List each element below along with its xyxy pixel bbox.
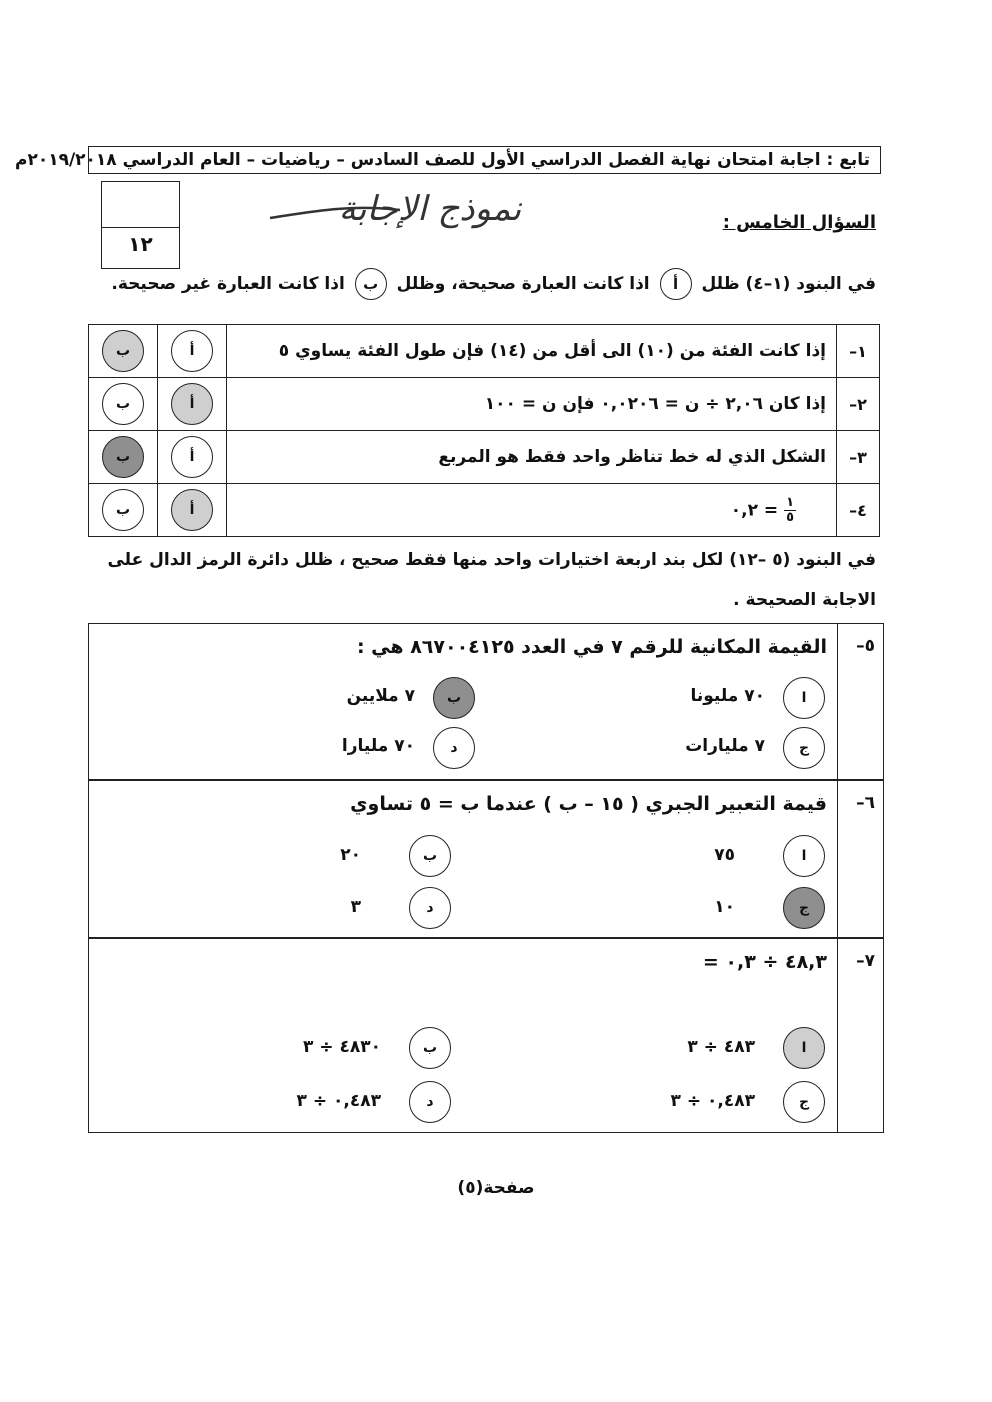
tf-option-a[interactable]: أ	[171, 330, 213, 372]
tf-option-a-cell	[158, 484, 227, 537]
mcq-stem: القيمة المكانية للرقم ٧ في العدد ٨٦٧٠٠٤١٢٥ هي :	[356, 636, 827, 658]
mcq-number-column	[837, 939, 883, 1132]
tf-number: –١	[837, 325, 880, 378]
tf-option-a-cell	[158, 378, 227, 431]
tf-statement-text: = ٠,٢	[730, 500, 779, 520]
tf-row	[89, 378, 880, 431]
fraction-denominator: ٥	[786, 509, 794, 525]
tf-statement: إذا كان ٢,٠٦ ÷ ن = ٠,٠٢٠٦ فإن ن = ١٠٠	[227, 378, 837, 431]
mcq-option-d[interactable]: د	[409, 1081, 451, 1123]
instruction-circle-b: ب	[355, 268, 387, 300]
mcq-stem: ٤٨,٣ ÷ ٠,٣ =	[702, 951, 827, 973]
tf-option-b-cell	[89, 325, 158, 378]
handwriting-mark	[250, 182, 600, 242]
instruction-circle-a: أ	[660, 268, 692, 300]
tf-option-a[interactable]: أ	[171, 383, 213, 425]
fraction	[784, 496, 796, 525]
tf-option-b-cell	[89, 431, 158, 484]
tf-statement: الشكل الذي له خط تناظر واحد فقط هو المربع	[227, 431, 837, 484]
mcq-option-d-text: ٠,٤٨٣ ÷ ٣	[296, 1091, 381, 1111]
mcq-option-a-text: ٧٥	[714, 845, 735, 865]
mcq-item-7	[88, 938, 884, 1133]
tf-option-b[interactable]: ب	[102, 489, 144, 531]
mcq-option-a[interactable]: ا	[783, 677, 825, 719]
tf-row	[89, 325, 880, 378]
mcq-option-b[interactable]: ب	[409, 1027, 451, 1069]
mcq-option-a-text: ٤٨٣ ÷ ٣	[687, 1037, 755, 1057]
instruction-part3: اذا كانت العبارة غير صحيحة.	[111, 274, 345, 294]
true-false-table	[88, 324, 880, 537]
mcq-option-d[interactable]: د	[433, 727, 475, 769]
answer-key-stamp	[250, 182, 600, 242]
tf-option-b[interactable]: ب	[102, 330, 144, 372]
tf-row	[89, 484, 880, 537]
mcq-item-5	[88, 623, 884, 780]
page-number: صفحة(٥)	[457, 1178, 535, 1198]
tf-option-a[interactable]: أ	[171, 436, 213, 478]
mcq-option-d-text: ٧٠ مليارا	[341, 736, 415, 756]
tf-option-b-cell	[89, 378, 158, 431]
tf-option-b[interactable]: ب	[102, 383, 144, 425]
tf-number: –٢	[837, 378, 880, 431]
mcq-option-b-text: ٤٨٣٠ ÷ ٣	[303, 1037, 381, 1057]
tf-option-b-cell	[89, 484, 158, 537]
mcq-option-b[interactable]: ب	[433, 677, 475, 719]
tf-instruction	[111, 268, 876, 300]
mcq-option-c-text: ١٠	[714, 897, 735, 917]
tf-statement: إذا كانت الفئة من (١٠) الى أقل من (١٤) فإن طول الفئة يساوي ٥	[227, 325, 837, 378]
mcq-option-b-text: ٧ ملايين	[346, 686, 415, 706]
fraction-numerator: ١	[786, 494, 794, 510]
mcq-option-a-text: ٧٠ مليونا	[690, 686, 765, 706]
mcq-number-column	[837, 624, 883, 779]
mcq-option-c[interactable]: ج	[783, 1081, 825, 1123]
mcq-instruction-line1: في البنود (٥ –١٢) لكل بند اربعة اختيارات واحد منها فقط صحيح ، ظلل دائرة الرمز الدال على	[107, 550, 876, 570]
mcq-number: –٦	[856, 793, 875, 813]
mcq-option-d-text: ٣	[350, 897, 361, 917]
mcq-option-c-text: ٧ مليارات	[685, 736, 765, 756]
mcq-option-c[interactable]: ج	[783, 727, 825, 769]
mcq-option-c-text: ٠,٤٨٣ ÷ ٣	[670, 1091, 755, 1111]
section-title: السؤال الخامس :	[722, 212, 876, 233]
mcq-option-d[interactable]: د	[409, 887, 451, 929]
score-box	[101, 181, 180, 269]
tf-row	[89, 431, 880, 484]
stamp-text: نموذج الإجابة	[338, 189, 522, 229]
mcq-number: –٧	[856, 951, 875, 971]
score-divider	[102, 227, 179, 228]
tf-statement	[227, 484, 837, 537]
instruction-part1: في البنود (١–٤) ظلل	[701, 274, 876, 294]
score-value: ١٢	[128, 232, 153, 256]
exam-header: تابع : اجابة امتحان نهاية الفصل الدراسي الأول للصف السادس – رياضيات – العام الدراسي ٢٠١٩/٢٠١٨م	[88, 146, 881, 174]
mcq-stem: قيمة التعبير الجبري ( ١٥ – ب ) عندما ب = ٥ تساوي	[350, 793, 827, 815]
mcq-number: –٥	[856, 636, 875, 656]
mcq-number-column	[837, 781, 883, 937]
mcq-option-a[interactable]: ا	[783, 1027, 825, 1069]
tf-option-a[interactable]: أ	[171, 489, 213, 531]
mcq-option-b-text: ٢٠	[340, 845, 361, 865]
tf-number: –٤	[837, 484, 880, 537]
mcq-option-b[interactable]: ب	[409, 835, 451, 877]
mcq-option-a[interactable]: ا	[783, 835, 825, 877]
tf-option-a-cell	[158, 431, 227, 484]
instruction-part2: اذا كانت العبارة صحيحة، وظلل	[396, 274, 650, 294]
mcq-instruction-line2: الاجابة الصحيحة .	[733, 590, 876, 610]
tf-option-b[interactable]: ب	[102, 436, 144, 478]
tf-option-a-cell	[158, 325, 227, 378]
mcq-item-6	[88, 780, 884, 938]
mcq-option-c[interactable]: ج	[783, 887, 825, 929]
tf-number: –٣	[837, 431, 880, 484]
